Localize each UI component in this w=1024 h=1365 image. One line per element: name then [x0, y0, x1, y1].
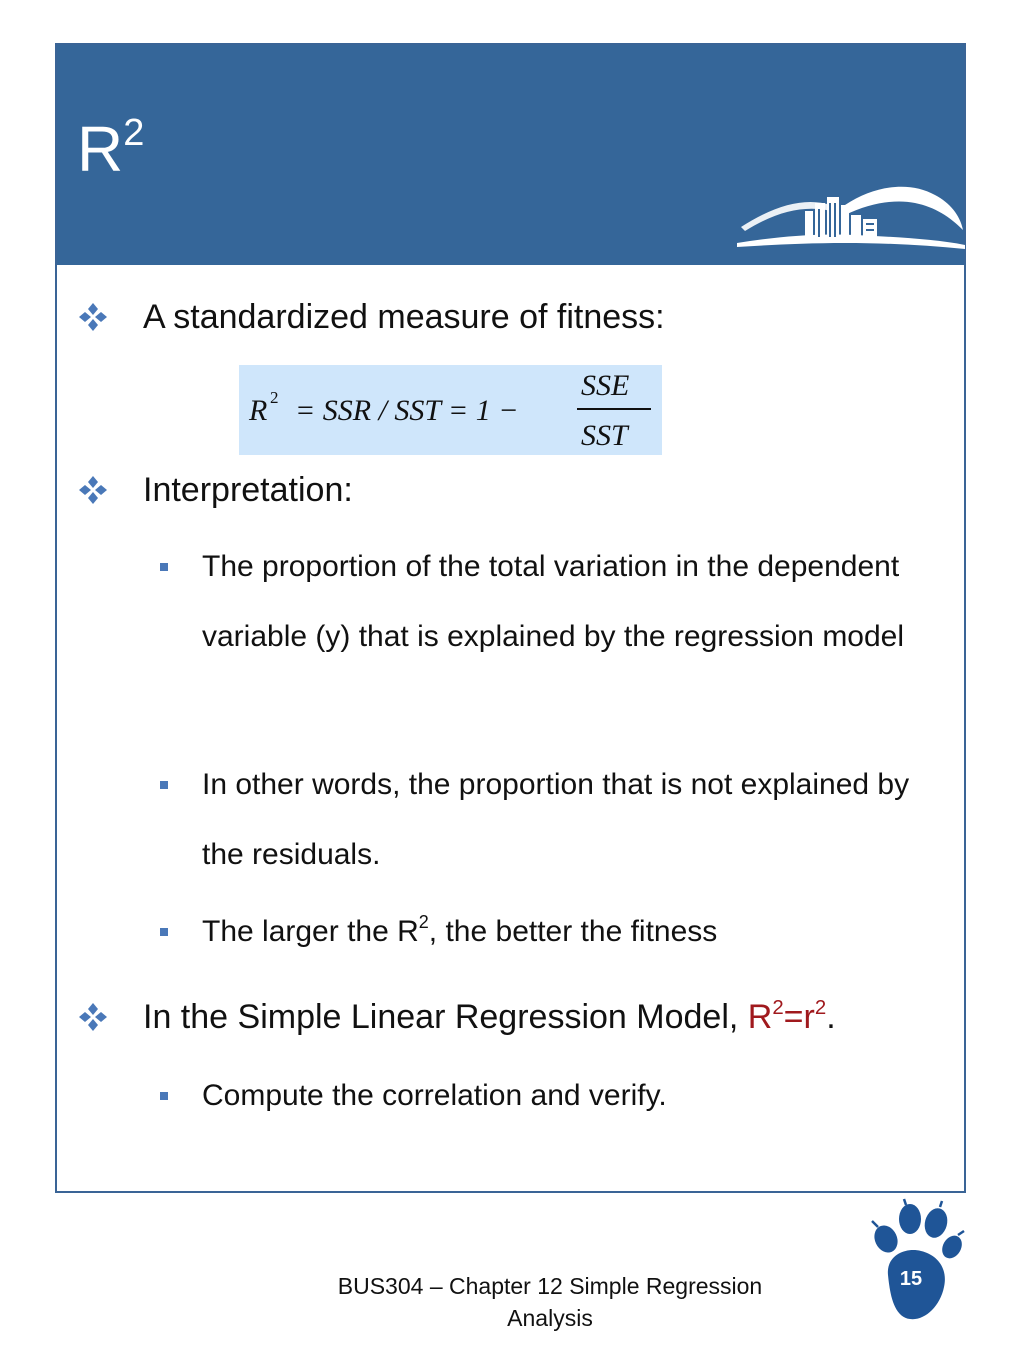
slide-footer [290, 1270, 810, 1334]
sub-bullet-text: The larger the $R^2$, the better the fitness [202, 912, 718, 948]
square-bullet-icon [160, 928, 168, 936]
formula-middle: = SSR / SST = 1 − [295, 394, 519, 427]
bullet-text: A standardized measure of fitness: [143, 298, 665, 336]
slide-title: $R^2$ [77, 111, 145, 185]
square-bullet-icon [160, 1092, 168, 1100]
sub-bullet-text: In other words, the proportion that is not explained by the residuals. [202, 768, 910, 871]
header-band [57, 45, 964, 265]
paw-print-icon [866, 1195, 966, 1325]
square-bullet-icon [160, 563, 168, 571]
bullet-text: Interpretation: [143, 471, 353, 509]
diamond-cluster-icon [77, 301, 109, 333]
formula-denominator: SST [581, 419, 628, 452]
formula-box [239, 365, 662, 455]
formula-r: R [249, 394, 268, 427]
formula-numerator: SSE [581, 369, 630, 402]
formula-r-sup: 2 [270, 388, 279, 407]
r-squared-formula [239, 365, 662, 455]
sub-bullet-text: Compute the correlation and verify. [202, 1079, 667, 1112]
page-number: 15 [899, 1268, 923, 1290]
r-squared-equals-r-squared: $R^2=r^2$ [747, 996, 827, 1036]
bullet-text: In the Simple Linear Regression Model, $R^2=r^2$. [143, 996, 836, 1036]
campus-skyline-logo [735, 175, 967, 255]
diamond-cluster-icon [77, 1001, 109, 1033]
square-bullet-icon [160, 781, 168, 789]
footer-line-1: BUS304 – Chapter 12 Simple Regression [337, 1273, 763, 1299]
slide-frame [55, 43, 966, 1193]
diamond-cluster-icon [77, 474, 109, 506]
footer-line-2: Analysis [507, 1305, 593, 1331]
sub-bullet-text: The proportion of the total variation in the dependent variable (y) that is explained by the regression model [202, 550, 905, 653]
